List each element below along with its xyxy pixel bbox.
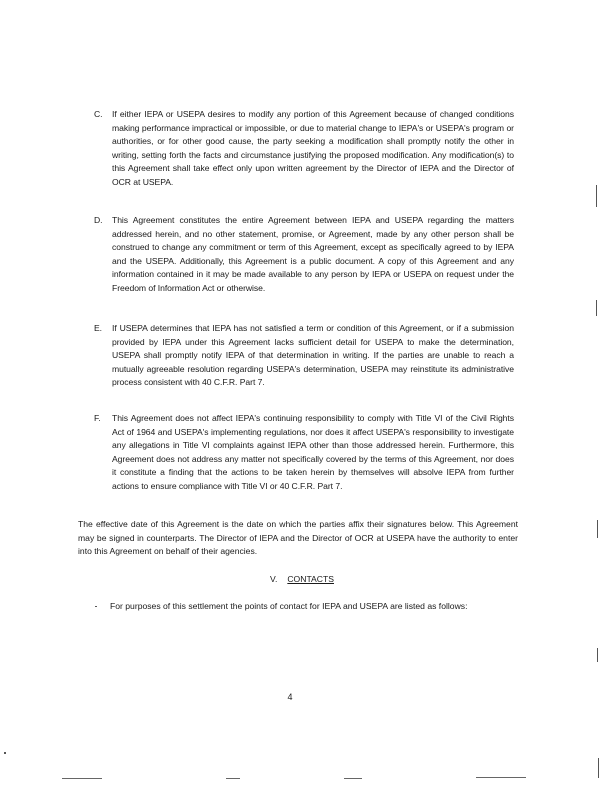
scan-artifact (597, 648, 598, 662)
clause-d (94, 214, 514, 296)
scan-artifact (95, 606, 97, 607)
clause-letter: C. (94, 109, 103, 119)
clause-letter: F. (94, 413, 101, 423)
page-number: 4 (287, 692, 293, 702)
scan-artifact (597, 520, 598, 538)
clause-e (94, 322, 514, 390)
clause-c (94, 108, 514, 190)
effective-date-paragraph: The effective date of this Agreement is the date on which the parties affix their signatures below. This Agreement may be signed in counterparts. The Director of IEPA and the Director of OCR at USEPA have the authority to enter into this Agreement on behalf of their agencies. (78, 519, 518, 557)
section-title: CONTACTS (287, 574, 334, 584)
clause-text: If either IEPA or USEPA desires to modify any portion of this Agreement because of changed conditions making performance impractical or impossible, or due to material change to IEPA's or USEPA's program or authorities, or for other good cause, the party seeking a modification shall promptly notify the other in writing, setting forth the facts and circumstance justifying the proposed modification. Any modification(s) to this Agreement shall take effect only upon written agreement by the Director of IEPA and the Director of OCR at USEPA. (112, 109, 514, 187)
section-heading (0, 574, 604, 584)
scan-artifact (596, 300, 597, 316)
scan-artifact (598, 758, 599, 778)
scan-artifact (4, 752, 6, 754)
scan-artifact (344, 778, 362, 779)
clause-text: This Agreement constitutes the entire Agreement between IEPA and USEPA regarding the matters addressed herein, and no other statement, promise, or Agreement, made by any other person shall be construed to change any commitment or term of this Agreement, except as specifically agreed to by IEPA and the USEPA. Additionally, this Agreement is a public document. A copy of this Agreement and any information contained in it may be made available to any person by IEPA or USEPA on request under the Freedom of Information Act or otherwise. (112, 215, 514, 293)
clause-text: This Agreement does not affect IEPA's continuing responsibility to comply with Title VI of the Civil Rights Act of 1964 and USEPA's implementing regulations, nor does it affect USEPA's responsibility to investigate any allegations in Title VI complaints against IEPA other than those addressed herein. Furthermore, this Agreement does not address any matter not specifically covered by the terms of this Agreement, nor does it constitute a finding that the actions to be taken herein by themselves will absolve IEPA from further actions to ensure compliance with Title VI or 40 C.F.R. Part 7. (112, 413, 514, 491)
scan-artifact (596, 185, 597, 207)
clause-f (94, 412, 514, 494)
section-number: V. (270, 574, 278, 584)
clause-letter: E. (94, 323, 103, 333)
scan-artifact (62, 778, 102, 779)
clause-text: If USEPA determines that IEPA has not satisfied a term or condition of this Agreement, or if a submission provided by IEPA under this Agreement lacks sufficient detail for USEPA to make the determination, USEPA shall promptly notify IEPA of that determination in writing. If the parties are unable to reach a mutually agreeable resolution regarding USEPA's determination, USEPA may reinstitute its administrative process consistent with 40 C.F.R. Part 7. (112, 323, 514, 388)
clause-letter: D. (94, 215, 103, 225)
scan-artifact (226, 778, 240, 779)
contacts-paragraph: For purposes of this settlement the points of contact for IEPA and USEPA are listed as follows: (110, 601, 468, 611)
scan-artifact (476, 777, 526, 778)
